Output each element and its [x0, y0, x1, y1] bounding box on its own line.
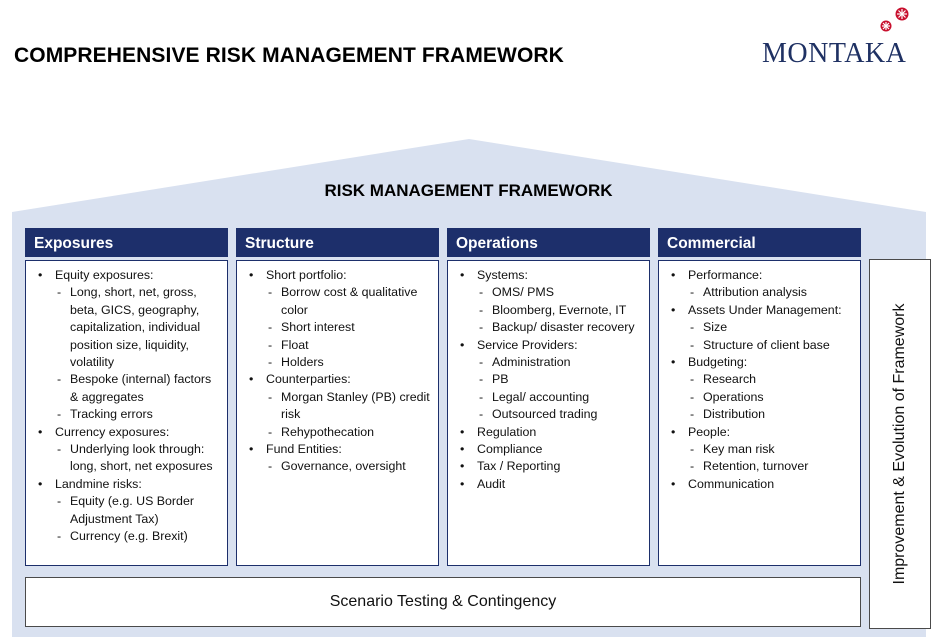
bullet-item — [456, 441, 643, 458]
sub-bullet-item: - Underlying look through: long, short, net exposures — [55, 441, 221, 476]
framework-title: RISK MANAGEMENT FRAMEWORK — [324, 181, 613, 200]
bullet-text: Landmine risks: — [55, 476, 142, 491]
sub-bullet-item: - Bloomberg, Evernote, IT — [477, 302, 643, 319]
pillar-header: Commercial — [658, 228, 861, 257]
sub-bullet-item: - PB — [477, 371, 643, 388]
sub-bullet-item: - Governance, oversight — [266, 458, 432, 475]
sub-bullet-item: - Operations — [688, 389, 854, 406]
pillar-header: Operations — [447, 228, 650, 257]
pillar-body — [658, 260, 861, 566]
bullet-item — [456, 267, 643, 337]
bullet-item — [456, 458, 643, 475]
sub-bullet-item: - Structure of client base — [688, 337, 854, 354]
sub-bullet-item: - Morgan Stanley (PB) credit risk — [266, 389, 432, 424]
pillar-structure — [236, 228, 439, 566]
sub-bullet-item: - Distribution — [688, 406, 854, 423]
bullet-text: Compliance — [477, 442, 543, 457]
pillar-body — [236, 260, 439, 566]
bullet-text: Systems: — [477, 268, 528, 282]
bullet-text: Short portfolio: — [266, 268, 347, 282]
bullet-text: Communication — [688, 476, 775, 491]
bullet-item — [667, 267, 854, 302]
bullet-item — [34, 424, 221, 476]
bullet-text: Service Providers: — [477, 337, 578, 352]
improvement-column — [869, 259, 931, 629]
bullet-item — [456, 337, 643, 424]
sub-bullet-item: - Research — [688, 371, 854, 388]
sub-bullet-item: - Long, short, net, gross, beta, GICS, geography, capitalization, individual position size, liquidity, volatility — [55, 284, 221, 371]
sub-bullet-item: - Key man risk — [688, 441, 854, 458]
sub-bullet-item: - Backup/ disaster recovery — [477, 319, 643, 336]
sub-bullet-item: - Rehypothecation — [266, 424, 432, 441]
bullet-item — [245, 267, 432, 371]
bullet-item — [667, 302, 854, 354]
sub-bullet-item: - Retention, turnover — [688, 458, 854, 475]
scenario-testing-box — [25, 577, 861, 627]
bullet-text: Equity exposures: — [55, 268, 154, 282]
bullet-item — [667, 424, 854, 476]
sub-bullet-item: - Administration — [477, 354, 643, 371]
bullet-item — [245, 441, 432, 476]
sub-bullet-item: - Equity (e.g. US Border Adjustment Tax) — [55, 493, 221, 528]
bullet-text: People: — [688, 424, 731, 439]
pillar-body — [447, 260, 650, 566]
sub-bullet-item: - OMS/ PMS — [477, 284, 643, 301]
sub-bullet-item: - Tracking errors — [55, 406, 221, 423]
bullet-text: Fund Entities: — [266, 442, 342, 457]
pillar-header: Exposures — [25, 228, 228, 257]
bullet-item — [667, 476, 854, 493]
sub-bullet-item: - Float — [266, 337, 432, 354]
sub-bullet-item: - Size — [688, 319, 854, 336]
sub-bullet-item: - Holders — [266, 354, 432, 371]
bullet-text: Regulation — [477, 424, 537, 439]
bullet-item — [456, 476, 643, 493]
bullet-text: Performance: — [688, 268, 763, 282]
sub-bullet-item: - Outsourced trading — [477, 406, 643, 423]
bullet-text: Assets Under Management: — [688, 302, 842, 317]
bullet-item — [456, 424, 643, 441]
pillar-header: Structure — [236, 228, 439, 257]
bullet-text: Currency exposures: — [55, 424, 170, 439]
pillar-body — [25, 260, 228, 566]
sub-bullet-item: - Bespoke (internal) factors & aggregates — [55, 371, 221, 406]
bullet-item — [34, 476, 221, 546]
bullet-text: Audit — [477, 476, 506, 491]
sub-bullet-item: - Short interest — [266, 319, 432, 336]
pillar-operations — [447, 228, 650, 566]
bullet-text: Budgeting: — [688, 355, 748, 370]
scenario-testing-label: Scenario Testing & Contingency — [329, 593, 557, 610]
logo-wordmark: MONTAKA — [762, 38, 907, 69]
bullet-item — [34, 267, 221, 424]
bullet-text: Counterparties: — [266, 372, 351, 387]
bullet-item — [245, 371, 432, 441]
pillar-exposures — [25, 228, 228, 566]
sub-bullet-item: - Legal/ accounting — [477, 389, 643, 406]
sub-bullet-item: - Borrow cost & qualitative color — [266, 284, 432, 319]
bullet-item — [667, 354, 854, 424]
pillar-commercial — [658, 228, 861, 566]
sub-bullet-item: - Currency (e.g. Brexit) — [55, 528, 221, 545]
bullet-text: Tax / Reporting — [477, 459, 561, 474]
improvement-label: Improvement & Evolution of Framework — [891, 303, 908, 585]
sub-bullet-item: - Attribution analysis — [688, 284, 854, 301]
page-title: COMPREHENSIVE RISK MANAGEMENT FRAMEWORK — [14, 44, 564, 67]
